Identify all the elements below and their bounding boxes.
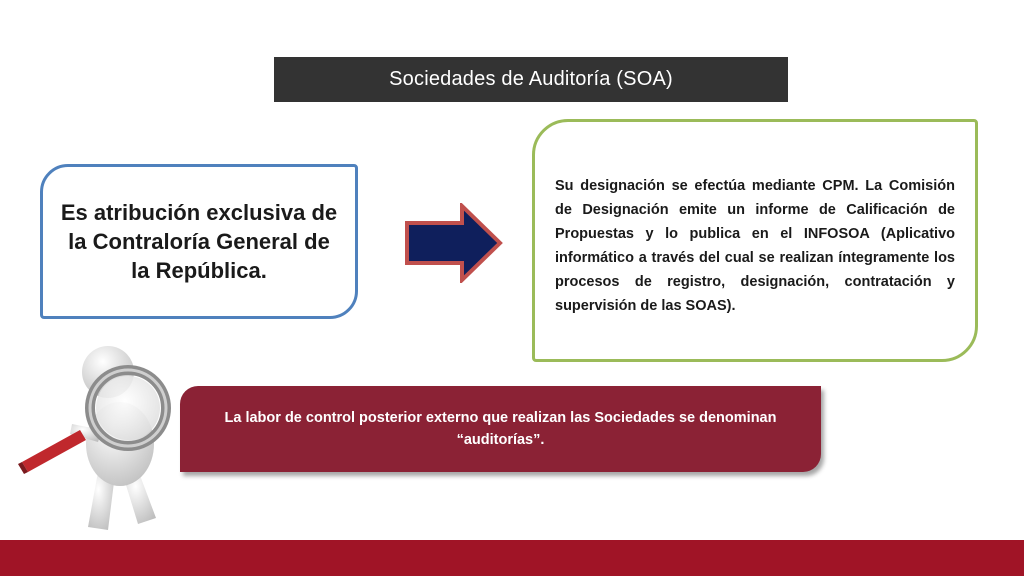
banner-text: La labor de control posterior externo que realizan las Sociedades se denominan “auditorías”. <box>224 410 777 448</box>
left-box-text: Es atribución exclusiva de la Contraloría General de la República. <box>60 200 338 283</box>
left-info-box <box>40 164 358 319</box>
right-info-box <box>532 119 978 362</box>
magnifier-person-icon <box>10 332 190 537</box>
footer-bar <box>0 540 1024 576</box>
arrow-right-icon <box>404 203 504 283</box>
conclusion-banner <box>180 386 821 472</box>
right-box-text: Su designación se efectúa mediante CPM. La Comisión de Designación emite un informe de Calificación de Propuestas y lo publica en el INFOSOA (Aplicativo informático a través del cual se realizan íntegramente los procesos de registro, designación, contratación y supervisión de las SOAS). <box>555 178 955 314</box>
slide-title: Sociedades de Auditoría (SOA) <box>274 57 788 102</box>
